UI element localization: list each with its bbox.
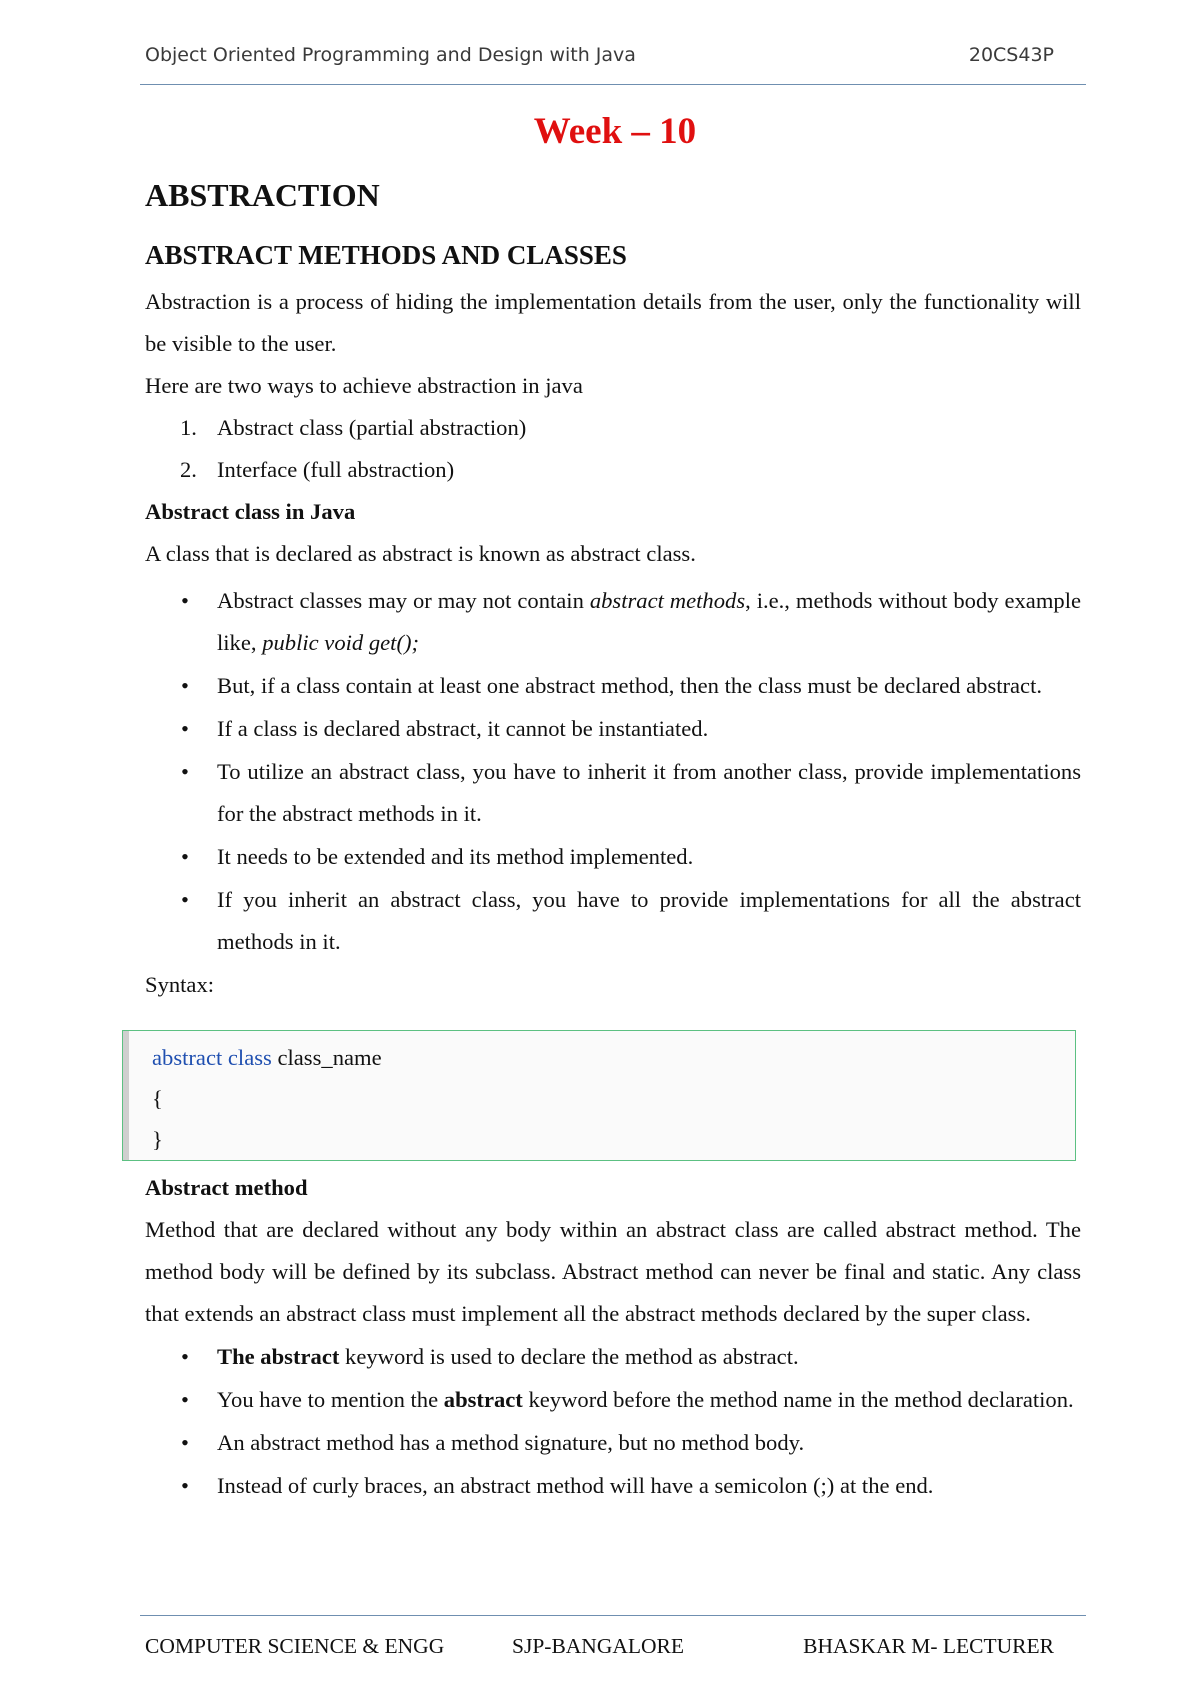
list-item [145, 580, 1081, 664]
bullet-emphasis: abstract methods [589, 588, 746, 613]
bullet-glyph: • [181, 1387, 189, 1412]
code-block-sidebar [123, 1031, 129, 1160]
bullet-text: keyword before the method name in the method declaration. [522, 1387, 1074, 1412]
list-item-text: Abstract class (partial abstraction) [217, 415, 527, 440]
list-number: 1. [180, 415, 197, 440]
ways-intro: Here are two ways to achieve abstraction in java [145, 373, 583, 398]
bullet-glyph: • [181, 844, 189, 869]
code-line: { [152, 1086, 163, 1111]
list-item-text: Interface (full abstraction) [217, 457, 455, 482]
code-line [152, 1037, 382, 1078]
bullet-glyph: • [181, 887, 189, 912]
bullet-text: But, if a class contain at least one abstract method, then the class must be declared abstract. [217, 673, 1043, 698]
abstract-method-section [145, 1167, 1081, 1508]
footer-college: SJP-BANGALORE [512, 1634, 685, 1658]
code-keyword: abstract class [152, 1045, 272, 1070]
list-item [145, 407, 1081, 449]
week-title: Week – 10 [533, 111, 697, 152]
intro-paragraph: Abstraction is a process of hiding the implementation details from the user, only the functionality will be visible to the user. [145, 289, 1081, 356]
list-item [145, 751, 1081, 835]
bullet-text: , i.e., methods without body example like, [217, 588, 1082, 655]
intro-block [145, 281, 1081, 575]
bullet-glyph: • [181, 716, 189, 741]
bullet-glyph: • [181, 1473, 189, 1498]
list-item [145, 1336, 1081, 1378]
code-line: } [152, 1127, 163, 1152]
abstract-method-paragraph: Method that are declared without any body within an abstract class are called abstract method. The method body will be defined by its subclass. Abstract method can never be final and static. Any class that extends an abstract class must implement all the abstract methods declared by the super class. [145, 1217, 1081, 1326]
footer-department: COMPUTER SCIENCE & ENGG [145, 1634, 445, 1658]
bullet-glyph: • [181, 1430, 189, 1455]
bullet-bold-text: abstract [443, 1387, 523, 1412]
list-item [145, 1379, 1081, 1421]
bullet-text: It needs to be extended and its method implemented. [217, 844, 694, 869]
header-rule [140, 84, 1086, 85]
bullet-text: If you inherit an abstract class, you have to provide implementations for all the abstract methods in it. [217, 887, 1081, 954]
code-example: public void get(); [262, 630, 420, 655]
header-course-code: 20CS43P [968, 44, 1054, 66]
bullet-glyph: • [181, 588, 189, 613]
subsection-heading: ABSTRACT METHODS AND CLASSES [145, 240, 627, 270]
list-item [145, 708, 1081, 750]
bullet-text: To utilize an abstract class, you have to inherit it from another class, provide implementations for the abstract methods in it. [217, 759, 1081, 826]
footer-rule [140, 1615, 1086, 1616]
abstract-class-heading: Abstract class in Java [145, 499, 356, 524]
list-number: 2. [180, 457, 197, 482]
syntax-label: Syntax: [145, 972, 215, 997]
abstract-method-heading: Abstract method [145, 1175, 308, 1200]
bullet-glyph: • [181, 673, 189, 698]
bullet-glyph: • [181, 759, 189, 784]
code-block [122, 1030, 1076, 1161]
section-heading: ABSTRACTION [145, 177, 380, 213]
list-item [145, 665, 1081, 707]
bullet-text: Instead of curly braces, an abstract method will have a semicolon (;) at the end. [217, 1473, 934, 1498]
bullet-bold-text: The abstract [217, 1344, 340, 1369]
code-class-name: class_name [271, 1045, 382, 1070]
bullet-text: An abstract method has a method signature, but no method body. [217, 1430, 805, 1455]
bullet-text: If a class is declared abstract, it cannot be instantiated. [217, 716, 709, 741]
list-item [145, 449, 1081, 491]
code-lines [152, 1037, 382, 1160]
footer-author: BHASKAR M- LECTURER [803, 1634, 1054, 1658]
list-item [145, 879, 1081, 963]
bullet-text: keyword is used to declare the method as abstract. [339, 1344, 799, 1369]
ways-list [145, 407, 1081, 491]
abstract-class-bullets [145, 580, 1081, 1006]
list-item [145, 1465, 1081, 1507]
bullet-text: Abstract classes may or may not contain [217, 588, 590, 613]
abstract-class-definition: A class that is declared as abstract is known as abstract class. [145, 541, 696, 566]
bullet-glyph: • [181, 1344, 189, 1369]
header-course-title: Object Oriented Programming and Design with Java [145, 44, 636, 66]
bullet-text: You have to mention the [217, 1387, 444, 1412]
list-item [145, 836, 1081, 878]
list-item [145, 1422, 1081, 1464]
